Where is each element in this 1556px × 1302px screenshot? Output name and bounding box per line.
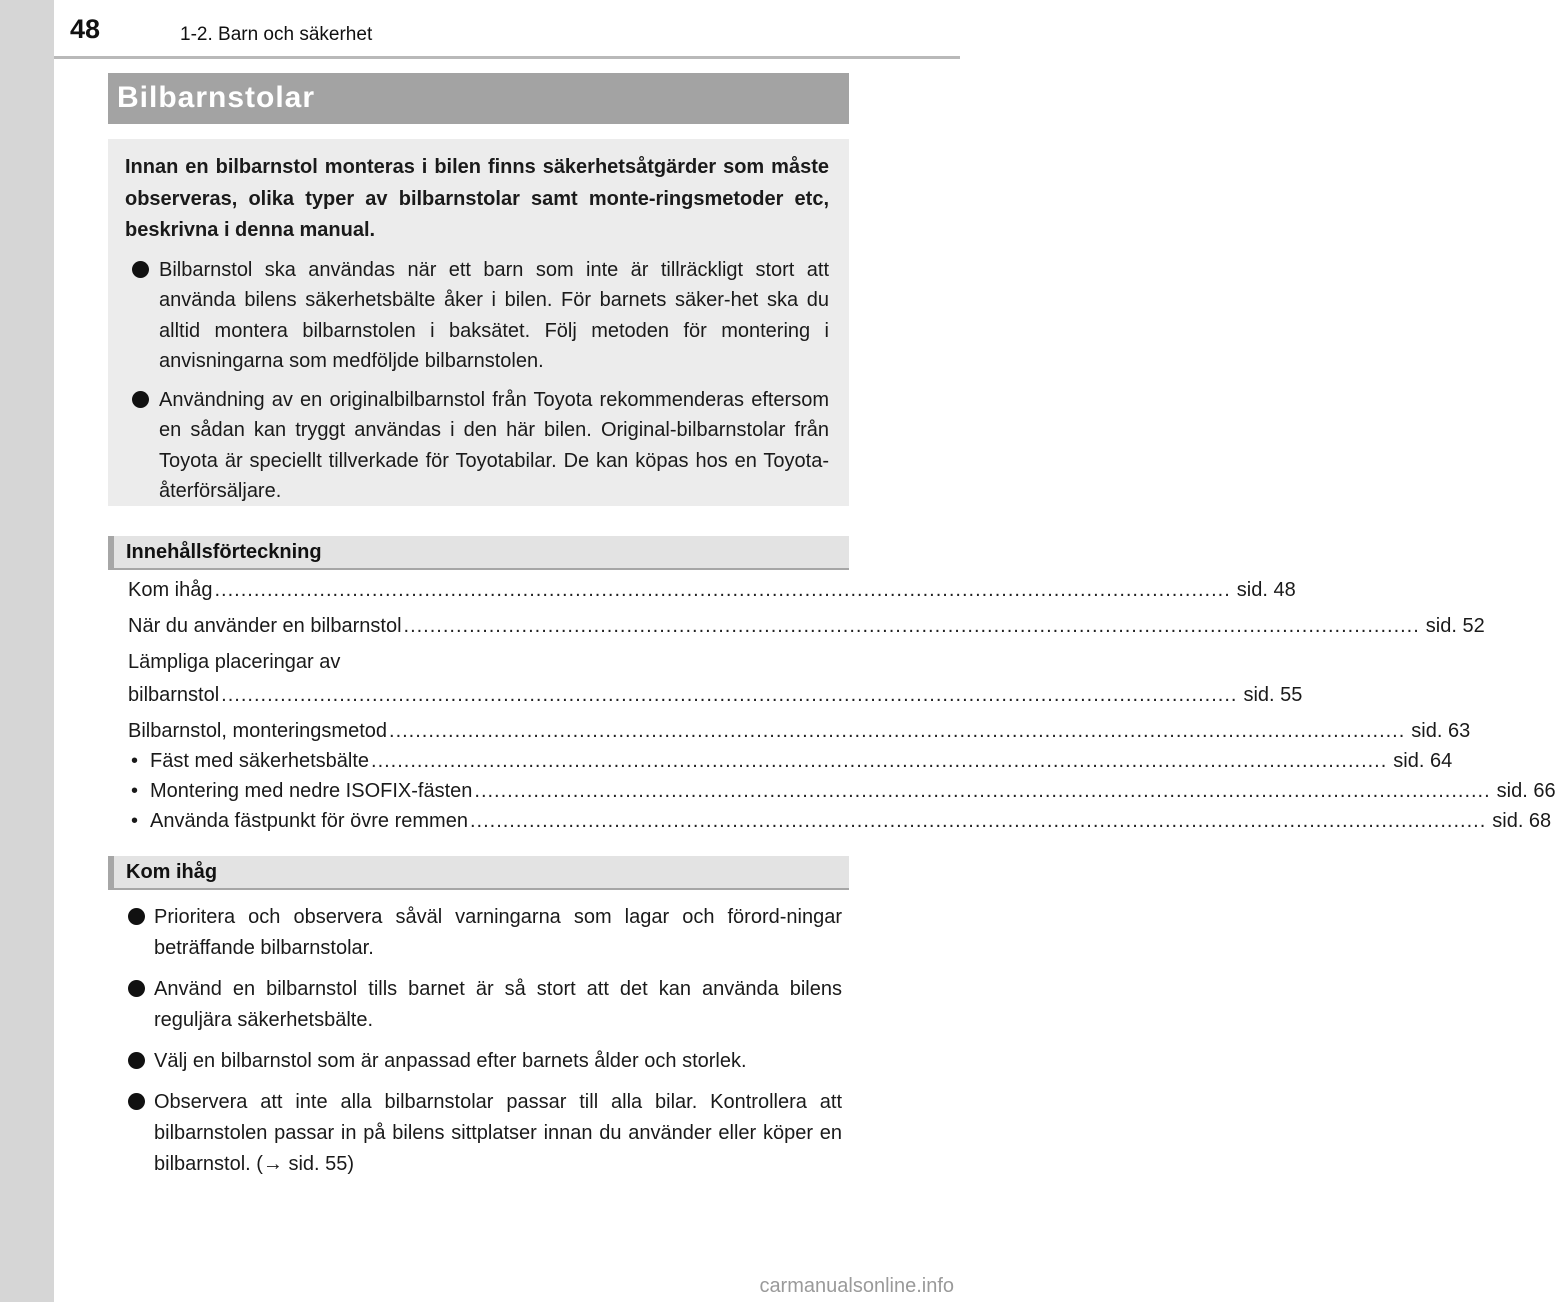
toc-leader: ........................................................................................................................................................... xyxy=(214,579,1231,601)
bullet-dot-icon xyxy=(132,391,149,408)
toc-subitem-ovre-remmen[interactable] xyxy=(128,809,1552,834)
bullet-dot-icon xyxy=(128,908,145,925)
toc-item-page: sid. 48 xyxy=(1236,579,1296,601)
toc-leader: ........................................................................................................................................................... xyxy=(474,780,1491,802)
toc-leader: ........................................................................................................................................................... xyxy=(371,750,1388,772)
remember-item-text: Observera att inte alla bilbarnstolar passar till alla bilar. Kontrollera att bilbarnstolen passar in på bilens sittplatser innan du använder eller köper en bilbarnstol. (→ sid. 55) xyxy=(154,1091,842,1175)
remember-item xyxy=(128,902,842,964)
remember-item-text: Prioritera och observera såväl varningarna som lagar och förord-ningar beträffande bilbarnstolar. xyxy=(154,906,842,959)
toc-item-label: Kom ihåg xyxy=(128,579,213,601)
toc-leader: ........................................................................................................................................................... xyxy=(403,615,1420,637)
page-title: Bilbarnstolar xyxy=(117,81,316,114)
intro-bullet-text: Bilbarnstol ska användas när ett barn som inte är tillräckligt stort att använda bilens säkerhetsbälte åker i bilen. För barnets säker-het ska du alltid montera bilbarnstolen i baksätet. Följ metoden för montering i anvisningarna som medföljde bilbarnstolen. xyxy=(159,258,829,372)
watermark: carmanualsonline.info xyxy=(759,1275,954,1297)
toc-subitem-sakerhetsbalte[interactable] xyxy=(128,749,1453,774)
section-label: 1-2. Barn och säkerhet xyxy=(180,24,373,45)
toc-leader: ........................................................................................................................................................... xyxy=(389,720,1406,742)
toc-item-page: sid. 55 xyxy=(1243,684,1303,706)
toc-item-page: sid. 68 xyxy=(1492,810,1552,832)
page-number: 48 xyxy=(70,14,101,44)
toc-item-kom-ihag[interactable] xyxy=(128,578,1296,603)
toc-item-label: • Montering med nedre ISOFIX-fästen xyxy=(128,779,472,804)
toc-item-placeringar[interactable] xyxy=(128,683,1303,708)
intro-bullet xyxy=(125,255,829,377)
remember-list xyxy=(128,902,842,1190)
toc-item-label: • Fäst med säkerhetsbälte xyxy=(128,749,369,774)
toc-item-label: När du använder en bilbarnstol xyxy=(128,615,402,637)
remember-item xyxy=(128,1046,842,1077)
toc-item-label: • Använda fästpunkt för övre remmen xyxy=(128,809,468,834)
remember-item-text: Använd en bilbarnstol tills barnet är så stort att det kan använda bilens reguljära säkerhetsbälte. xyxy=(154,978,842,1031)
intro-bullet xyxy=(125,385,829,507)
toc-item-label-line1[interactable]: Lämpliga placeringar av xyxy=(128,651,341,673)
intro-bullet-text: Användning av en originalbilbarnstol från Toyota rekommenderas eftersom en sådan kan tryggt användas i den här bilen. Original-bilbarnstolar från Toyota är speciellt tillverkade för Toyotabilar. De kan köpas hos en Toyota-återförsäljare. xyxy=(159,388,829,502)
toc-item-page: sid. 63 xyxy=(1411,720,1471,742)
toc-heading: Innehållsförteckning xyxy=(126,541,322,563)
intro-bullets xyxy=(125,255,829,507)
remember-item-text: Välj en bilbarnstol som är anpassad efter barnets ålder och storlek. xyxy=(154,1050,747,1072)
toc-heading-box xyxy=(108,536,849,570)
intro-lead: Innan en bilbarnstol monteras i bilen finns säkerhetsåtgärder som måste observeras, olika typer av bilbarnstolar samt monte-ringsmetoder etc, beskrivna i denna manual. xyxy=(125,156,829,241)
toc-item-page: sid. 66 xyxy=(1496,780,1556,802)
toc-leader: ........................................................................................................................................................... xyxy=(469,810,1487,832)
toc-item-anvander-bilbarnstol[interactable] xyxy=(128,614,1485,639)
toc-item-monteringsmetod[interactable] xyxy=(128,719,1471,744)
bullet-dot-icon xyxy=(132,261,149,278)
toc-leader: ........................................................................................................................................................... xyxy=(221,684,1238,706)
side-strip xyxy=(0,0,54,1302)
page-title-box xyxy=(108,73,849,124)
bullet-dot-icon xyxy=(128,980,145,997)
toc-subitem-isofix[interactable] xyxy=(128,779,1556,804)
remember-heading-box xyxy=(108,856,849,890)
toc-item-page: sid. 64 xyxy=(1393,750,1453,772)
table-of-contents xyxy=(128,578,1556,834)
intro-box xyxy=(108,139,849,506)
remember-item xyxy=(128,974,842,1036)
bullet-dot-icon xyxy=(128,1052,145,1069)
remember-heading: Kom ihåg xyxy=(126,861,218,883)
toc-item-page: sid. 52 xyxy=(1425,615,1485,637)
remember-item xyxy=(128,1087,842,1180)
toc-item-label: Bilbarnstol, monteringsmetod xyxy=(128,720,388,742)
toc-item-label: bilbarnstol xyxy=(128,684,220,706)
bullet-dot-icon xyxy=(128,1093,145,1110)
